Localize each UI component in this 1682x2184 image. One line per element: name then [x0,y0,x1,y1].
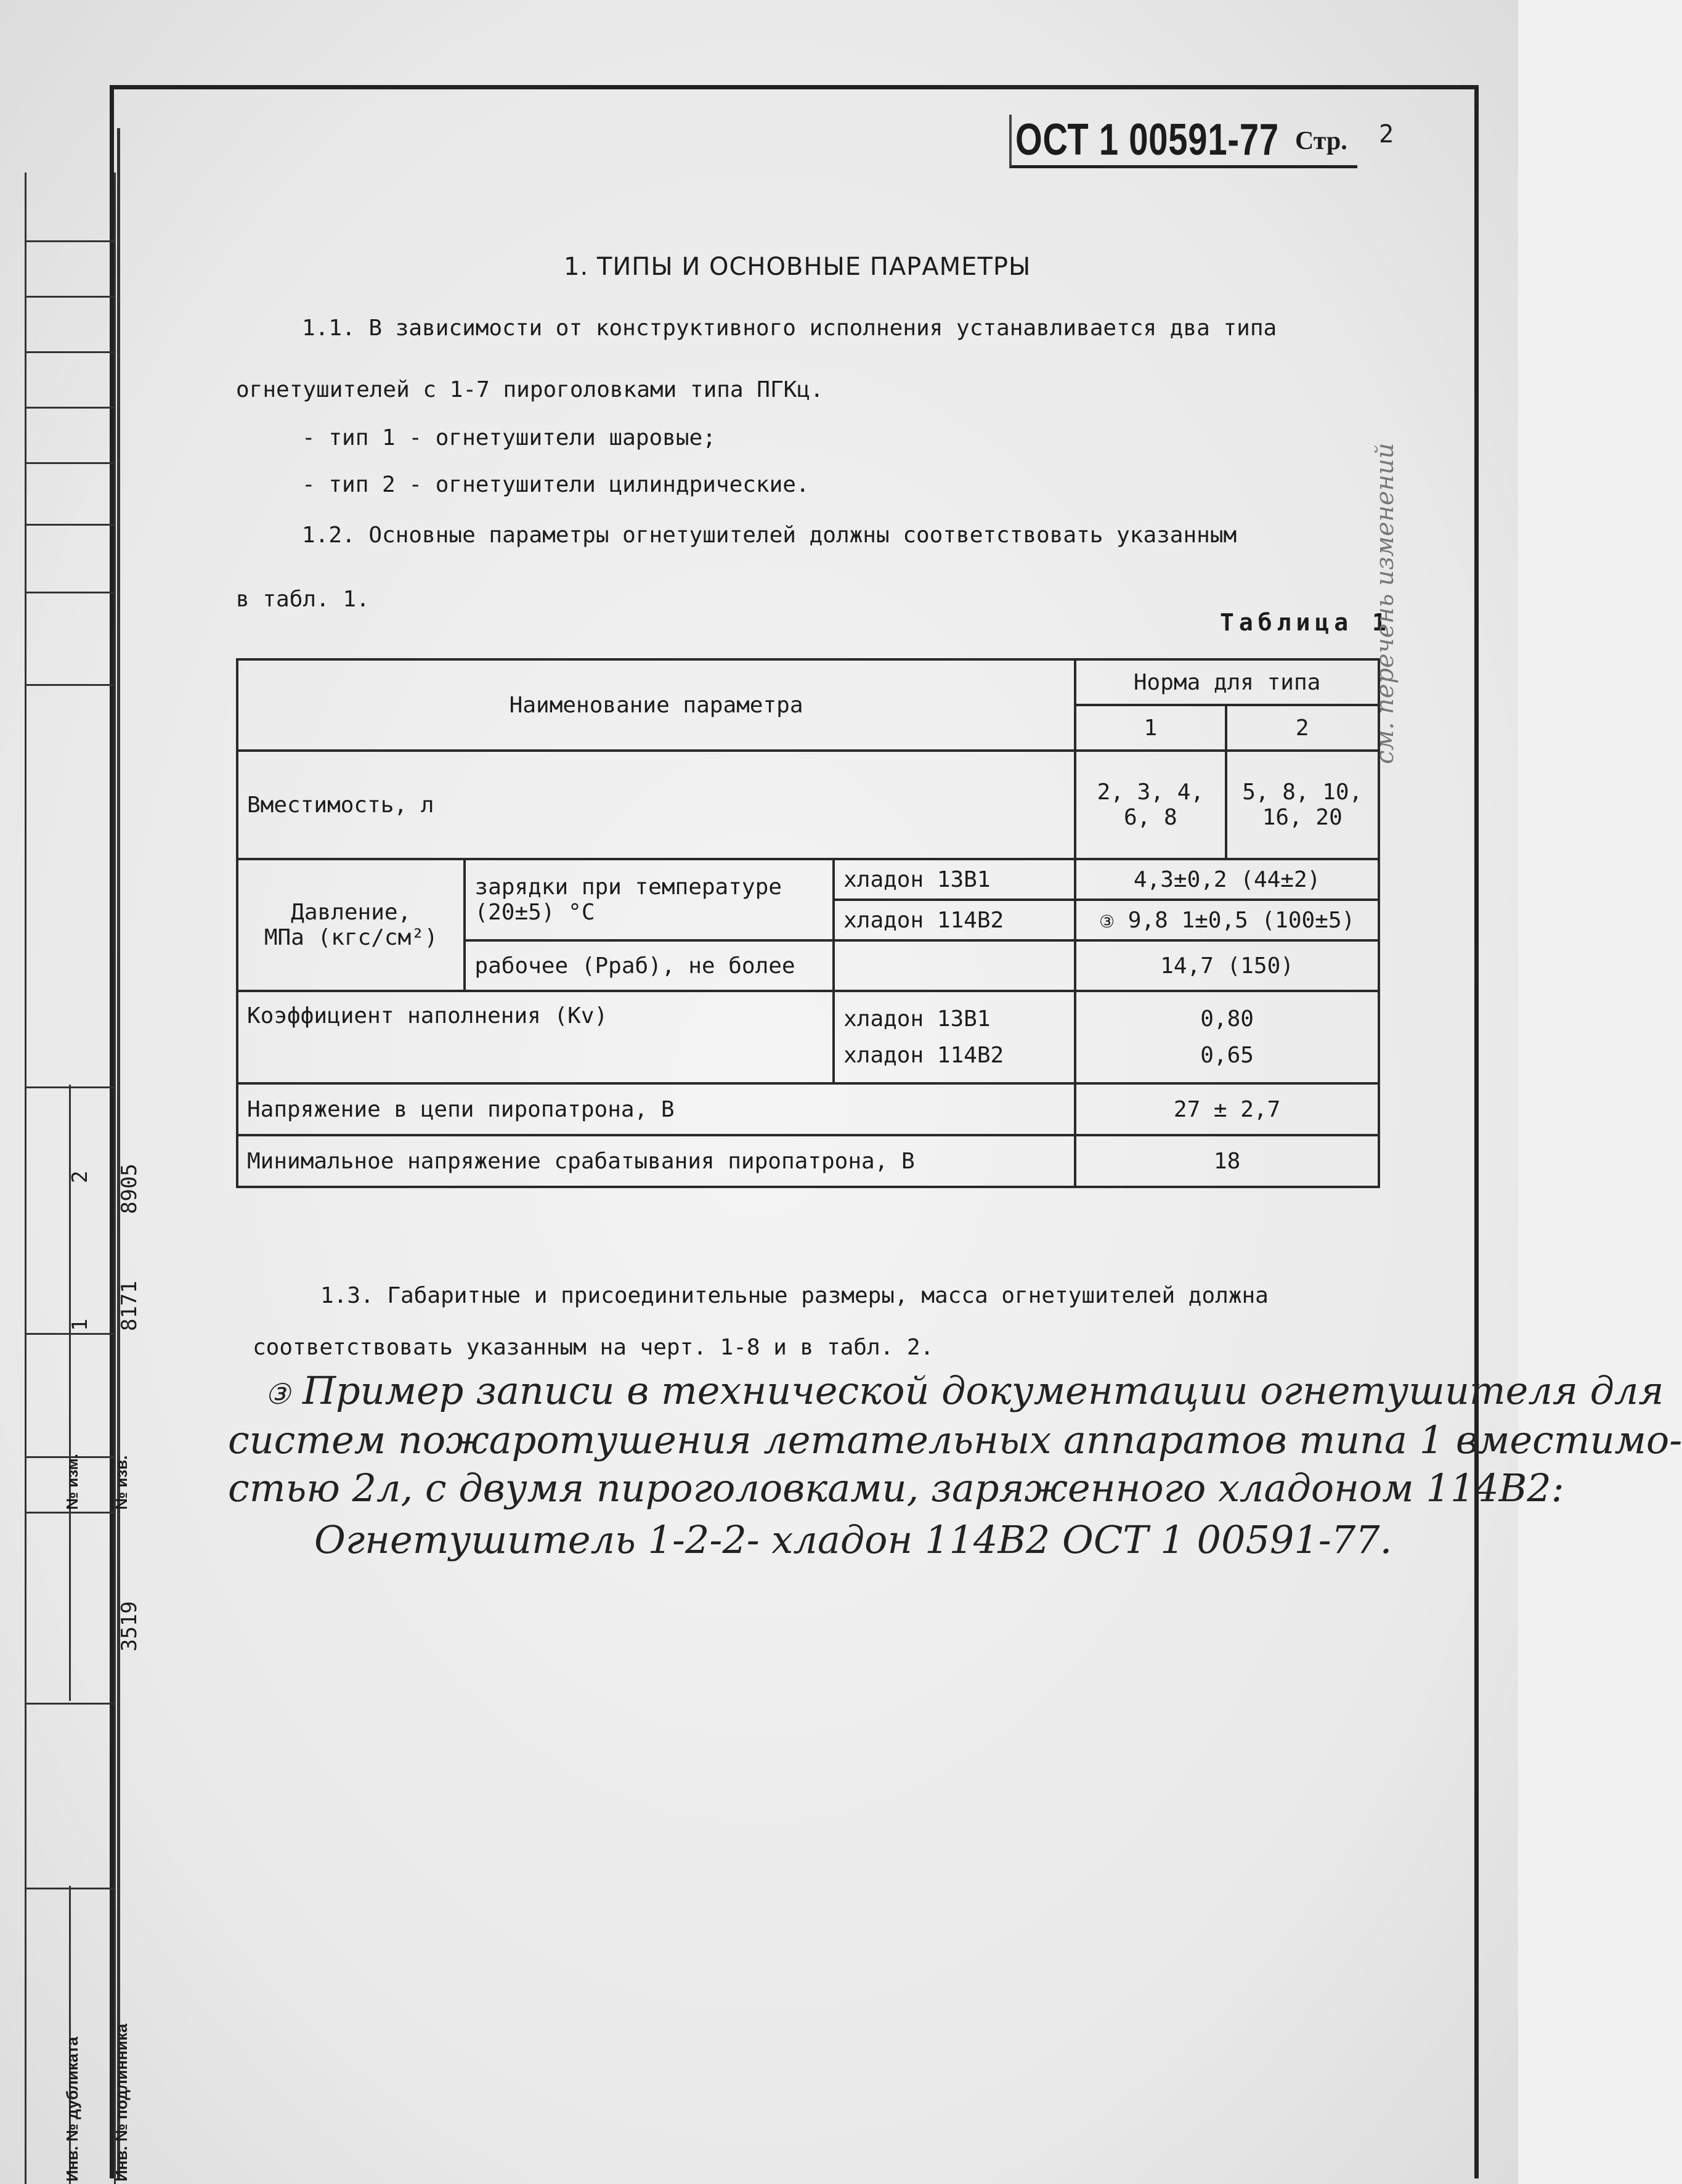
notice-number-1: 8171 [117,1281,142,1331]
section-title: 1. ТИПЫ И ОСНОВНЫЕ ПАРАМЕТРЫ [564,253,1031,281]
charge-pressure-114b2: 9,8 1±0,5 (100±5) [1127,907,1355,933]
strip-cell [25,1701,116,1705]
working-pressure-value: 14,7 (150) [1075,940,1379,991]
fill-coefficient-label: Коэффициент наполнения (Kv) [237,991,834,1083]
handwritten-line1 [265,1368,1664,1413]
strip-cell [25,524,116,593]
handwritten-line2: систем пожаротушения летательных аппаратов типа 1 вместимо- [228,1417,1682,1462]
standard-code: ОСТ 1 00591-77 [1015,115,1279,165]
working-pressure-label: рабочее (Pраб), не более [465,940,834,991]
notice-label: № изв. [112,1455,131,1510]
capacity-type2-line2: 16, 20 [1262,805,1343,830]
charge-label-line1: зарядки при температуре [474,874,782,900]
agent-13b1: хладон 13В1 [834,859,1075,900]
strip-cell [25,1331,116,1335]
page-label: Стр. [1295,127,1347,155]
strip-cell [25,351,116,409]
agent-114b2: хладон 114В2 [834,900,1075,940]
capacity-label: Вместимость, л [237,751,1075,859]
strip-cell [25,240,116,298]
list-item-type1: - тип 1 - огнетушители шаровые; [302,425,716,450]
page-number: 2 [1379,120,1394,149]
original-inventory-label: Инв. № подлинника [112,2023,131,2182]
capacity-type1-line2: 6, 8 [1124,805,1177,830]
charge-pressure-114b2-cell [1075,900,1379,940]
capacity-type1-line1: 2, 3, 4, [1097,780,1205,805]
strip-cell [25,1510,116,1514]
handwritten-line1-text: Пример записи в технической документации огнетушителя для [302,1368,1664,1413]
fill-coefficient-13b1: 0,80 [1200,1006,1254,1032]
change-number-1: 1 [68,1318,92,1331]
capacity-type2 [1226,751,1379,859]
charge-pressure-13b1: 4,3±0,2 (44±2) [1075,859,1379,900]
table-header-parameter: Наименование параметра [237,659,1075,751]
table-header-type1: 1 [1075,705,1225,751]
fill-coefficient-agents [834,991,1075,1083]
paragraph-1-2-line1: 1.2. Основные параметры огнетушителей должны соответствовать указанным [302,523,1237,548]
table-header-type2: 2 [1226,705,1379,751]
circuit-voltage-value: 27 ± 2,7 [1075,1083,1379,1135]
change-label: № изм. [63,1454,81,1510]
charge-temperature-label [465,859,834,940]
charge-label-line2: (20±5) °C [474,900,595,925]
min-voltage-value: 18 [1075,1135,1379,1187]
pressure-label [237,859,465,991]
left-margin-strip [25,173,142,2184]
handwritten-line3: стью 2л, с двумя пироголовками, заряженного хладоном 114В2: [228,1465,1564,1510]
fill-agent-13b1: хладон 13В1 [843,1006,991,1032]
strip-cell [25,1085,116,1088]
capacity-type1 [1075,751,1225,859]
parameters-table [236,658,1380,1188]
min-voltage-label: Минимальное напряжение срабатывания пиропатрона, В [237,1135,1075,1187]
paragraph-1-2-line2: в табл. 1. [236,587,370,612]
pressure-label-line1: Давление, [291,900,412,925]
strip-cell [25,296,116,353]
original-inventory-number: 3519 [117,1601,142,1652]
paragraph-1-1-line1: 1.1. В зависимости от конструктивного исполнения устанавливается два типа [302,316,1277,341]
paragraph-1-1-line2: огнетушителей с 1-7 пироголовками типа ПГКц. [236,377,824,402]
strip-cell [25,1886,116,1889]
table-header-norm: Норма для типа [1075,659,1379,705]
duplicate-inventory-label: Инв. № дубликата [63,2037,81,2182]
pressure-label-line2: МПа (кгс/см²) [264,925,438,950]
handwritten-change-mark: ③ [265,1377,291,1411]
change-mark: ③ [1099,911,1115,932]
capacity-type2-line1: 5, 8, 10, [1242,780,1363,805]
handwritten-line4: Огнетушитель 1-2-2- хладон 114В2 ОСТ 1 00591-77. [314,1517,1392,1562]
fill-coefficient-values [1075,991,1379,1083]
strip-cell [25,173,116,242]
paragraph-1-3-line1: 1.3. Габаритные и присоединительные размеры, масса огнетушителей должна [320,1283,1269,1308]
paragraph-1-3-line2: соответствовать указанным на черт. 1-8 и в табл. 2. [253,1335,934,1360]
strip-cell [25,407,116,464]
fill-agent-114b2: хладон 114В2 [843,1043,1004,1068]
strip-cell [25,462,116,526]
strip-cell [25,592,116,686]
notice-number-2: 8905 [117,1163,142,1214]
margin-note-handwritten: см. перечень изменений [1371,442,1399,764]
change-number-2: 2 [68,1170,92,1183]
fill-coefficient-114b2: 0,65 [1200,1043,1254,1068]
list-item-type2: - тип 2 - огнетушители цилиндрические. [302,472,810,497]
table-label: Таблица 1 [1220,609,1391,636]
working-pressure-blank [834,940,1075,991]
circuit-voltage-label: Напряжение в цепи пиропатрона, В [237,1083,1075,1135]
